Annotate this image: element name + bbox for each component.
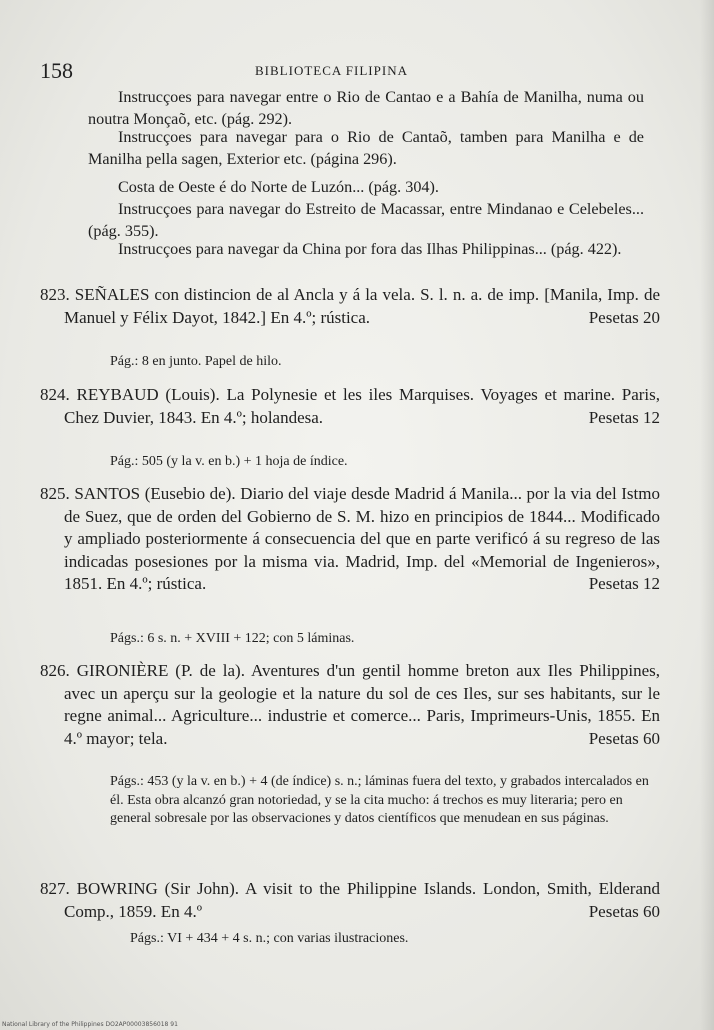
entry-note: Págs.: 453 (y la v. en b.) + 4 (de índice) s. n.; láminas fuera del texto, y grabados intercalados en él. Esta obra alcanzó gran notoriedad, y se la cita mucho: á trechos es muy literaria; pero en general sobresale por las observaciones y datos científicos que menudean en sus páginas. xyxy=(110,774,649,826)
entry-body xyxy=(40,284,660,329)
entry-price: Pesetas 20 xyxy=(588,307,660,327)
intro-line: Instrucçoes para navegar para o Rio de Cantaõ, tamben para Manilha e de Manilha pella sagen, Exterior etc. (página 296). xyxy=(88,128,644,168)
entry-price: Pesetas 12 xyxy=(588,574,660,593)
page-number: 158 xyxy=(40,58,73,83)
entry-note: Pág.: 505 (y la v. en b.) + 1 hoja de índice. xyxy=(110,454,348,469)
entry-text: SEÑALES con distincion de al Ancla y á la vela. S. l. n. a. de imp. [Manila, Imp. de Manuel y Félix Dayot, 1842.] En 4.º; rústica. xyxy=(64,285,660,327)
intro-line: Costa de Oeste é do Norte de Luzón... (pág. 304). xyxy=(118,178,439,196)
entry-price: Pesetas 60 xyxy=(588,901,660,921)
entry-number: 824. xyxy=(40,385,70,404)
running-title: BIBLIOTECA FILIPINA xyxy=(255,63,408,78)
entry-823 xyxy=(40,284,660,329)
intro-line: Instrucçoes para navegar da China por fora das Ilhas Philippinas... (pág. 422). xyxy=(118,240,622,258)
entry-824 xyxy=(40,384,660,429)
entry-body xyxy=(40,878,660,923)
page-header xyxy=(40,58,680,88)
entry-number: 823. xyxy=(40,285,70,304)
entry-body xyxy=(40,384,660,429)
entry-note: Págs.: 6 s. n. + XVIII + 122; con 5 láminas. xyxy=(110,631,355,646)
entry-price: Pesetas 60 xyxy=(588,728,660,748)
entry-number: 827. xyxy=(40,879,70,898)
entry-body xyxy=(40,483,660,596)
entry-text: GIRONIÈRE (P. de la). Aventures d'un gentil homme breton aux Iles Philippines, avec un aperçu sur la geologie et la nature du sol de ces Iles, sur ses habitants, sur le regne animal... Agriculture... industrie et comerce... Paris, Imprimeurs-Unis, 1855. En 4.º mayor; tela. xyxy=(64,661,660,748)
entry-text: BOWRING (Sir John). A visit to the Philippine Islands. London, Smith, Elderand Comp., 1859. En 4.º xyxy=(64,879,661,921)
entry-price: Pesetas 12 xyxy=(588,407,660,427)
entry-826 xyxy=(40,660,660,750)
entry-number: 826. xyxy=(40,661,70,680)
scan-footer: National Library of the Philippines DO2AP00003856018 91 xyxy=(2,1021,178,1028)
entry-825 xyxy=(40,483,660,596)
entry-number: 825. xyxy=(40,484,70,503)
page-edge-shadow xyxy=(700,0,714,1030)
intro-line: Instrucçoes para navegar entre o Rio de Cantao e a Bahía de Manilha, numa ou noutra Monçaõ, etc. (pág. 292). xyxy=(88,88,644,128)
entry-text: SANTOS (Eusebio de). Diario del viaje desde Madrid á Manila... por la via del Istmo de Suez, que de orden del Gobierno de S. M. hizo en principios de 1844... Modificado y ampliado posteriormente á consecuencia del que en parte verificó á su regreso de las indicadas posesiones por la misma via. Madrid, Imp. del «Memorial de Ingenieros», 1851. En 4.º; rústica. xyxy=(64,484,660,593)
entry-827 xyxy=(40,878,660,923)
entry-body xyxy=(40,660,660,750)
entry-note: Pág.: 8 en junto. Papel de hilo. xyxy=(110,354,282,369)
entry-note: Págs.: VI + 434 + 4 s. n.; con varias ilustraciones. xyxy=(130,931,409,946)
intro-line: Instrucçoes para navegar do Estreito de Macassar, entre Mindanao e Celebeles... (pág. 355). xyxy=(88,200,644,240)
entry-text: REYBAUD (Louis). La Polynesie et les iles Marquises. Voyages et marine. Paris, Chez Duvier, 1843. En 4.º; holandesa. xyxy=(64,385,660,427)
